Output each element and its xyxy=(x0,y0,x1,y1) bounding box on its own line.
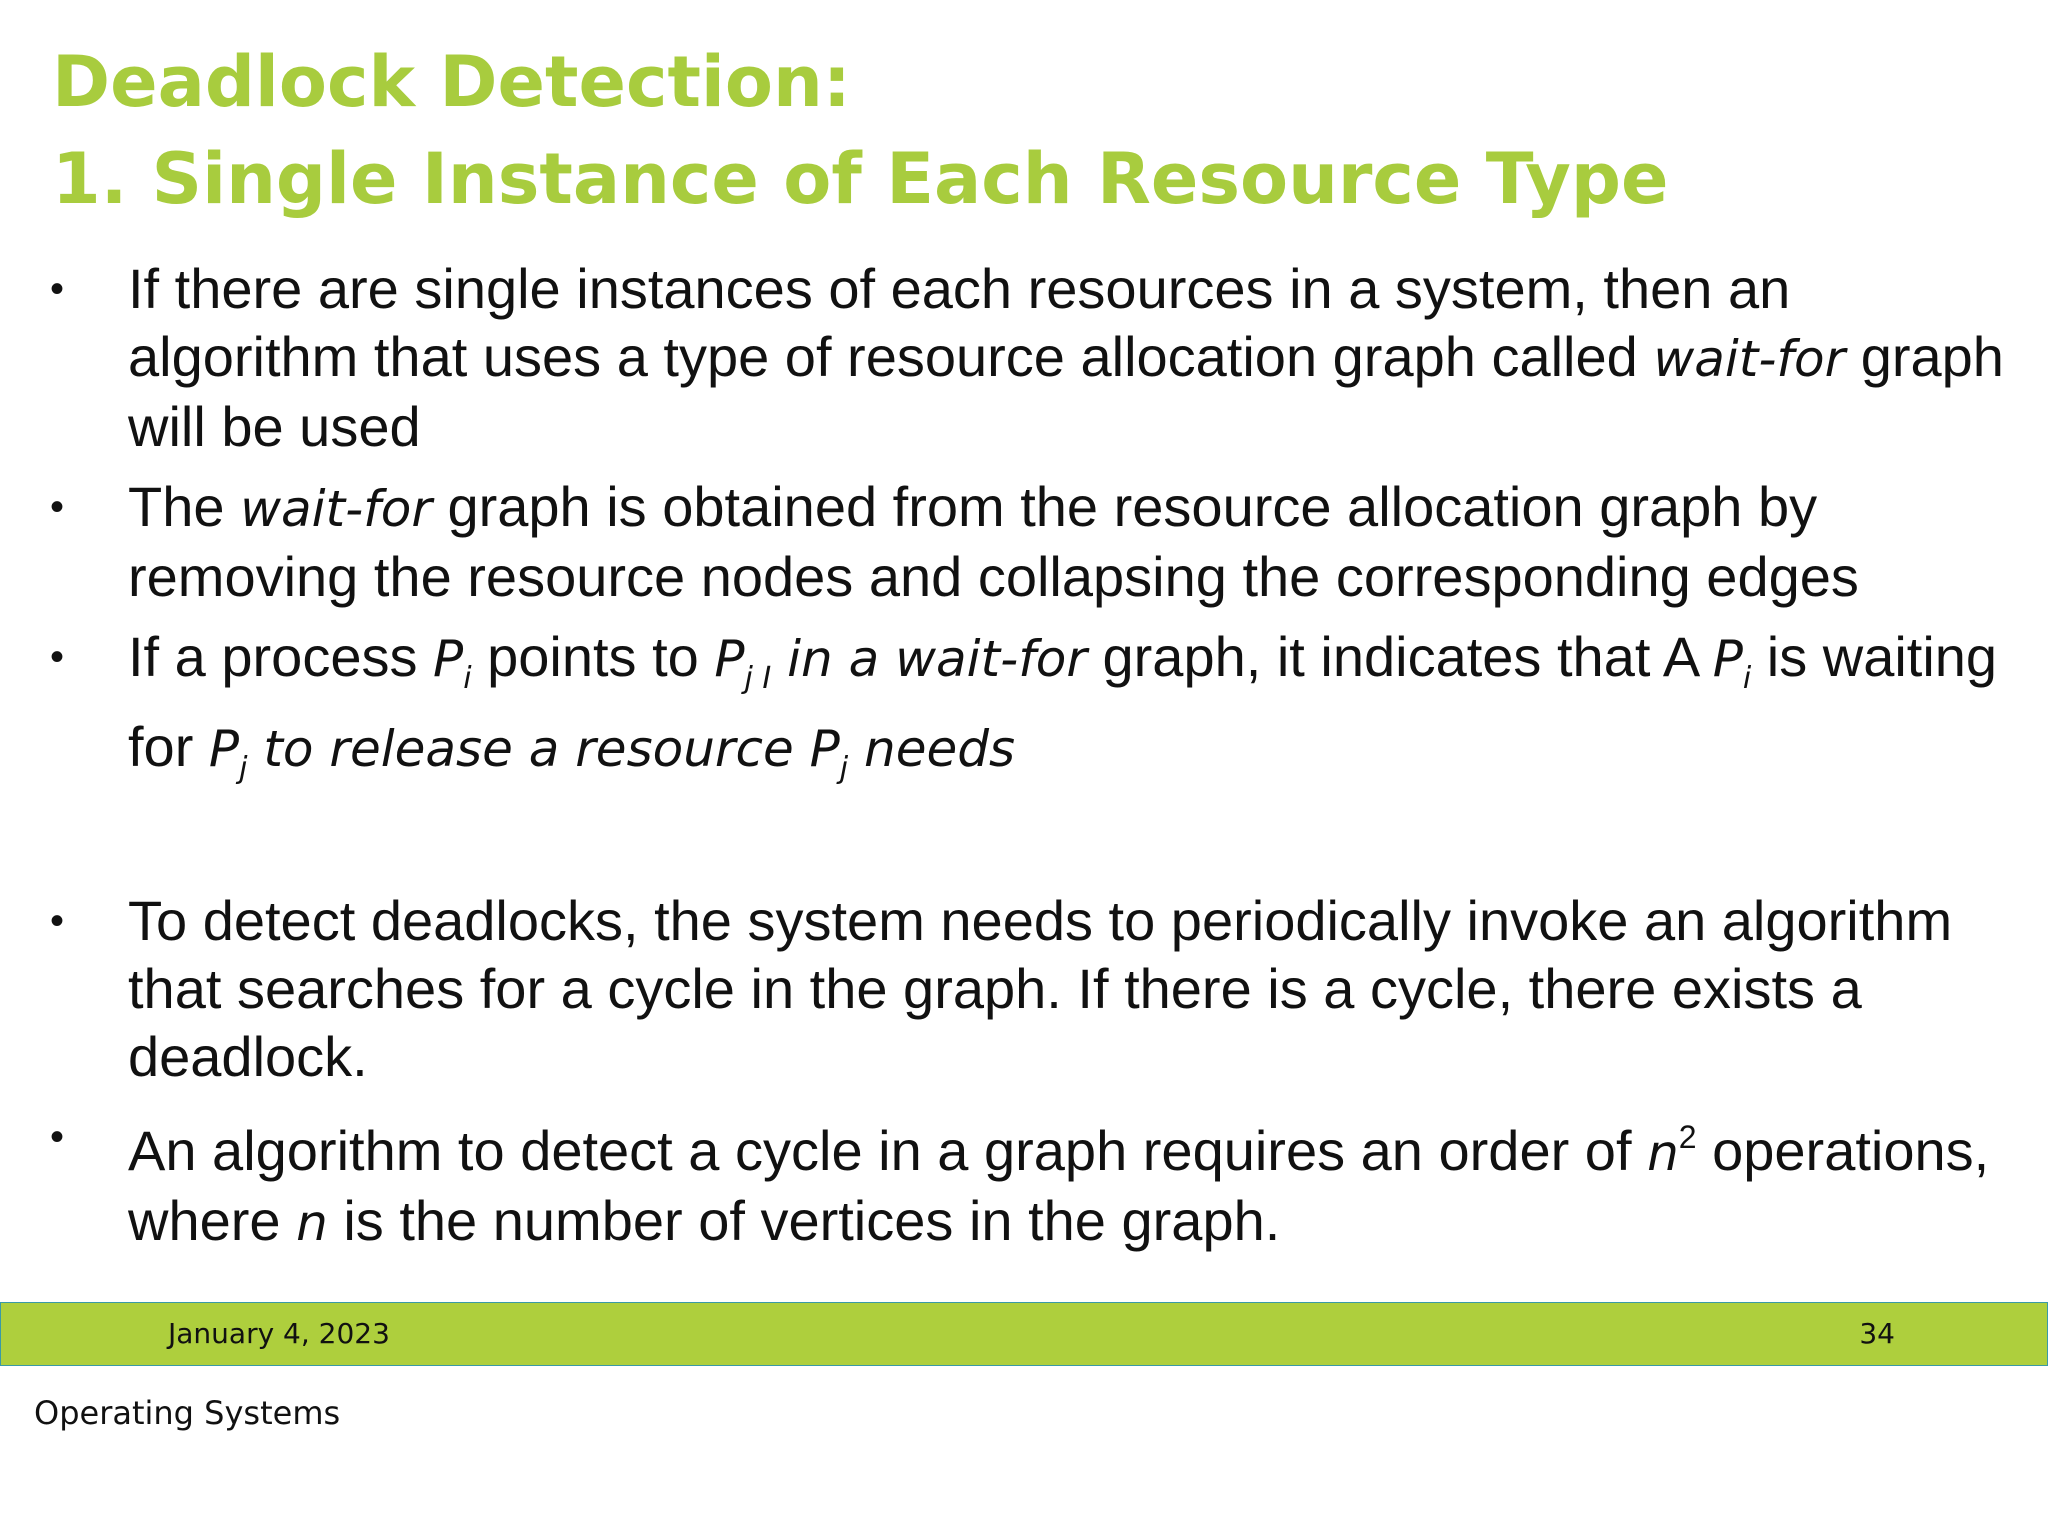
bullet-text: The xyxy=(128,475,241,538)
slide-title xyxy=(52,34,2012,228)
page-number: 34 xyxy=(1859,1317,1895,1350)
bullet-text: is the number of vertices in the graph. xyxy=(327,1189,1281,1252)
bullet-dot: • xyxy=(50,267,65,311)
bullet-text: To detect deadlocks, the system needs to periodically invoke an algorithm that searches for a cycle in the graph. If there is a cycle, there exists a deadlock. xyxy=(128,889,1953,1088)
process-symbol: P xyxy=(714,630,745,688)
variable-n: n xyxy=(1647,1124,1679,1182)
bullet-text: graph will be used xyxy=(128,325,2004,458)
subscript: i xyxy=(1742,661,1752,696)
bullet-detect-deadlocks xyxy=(0,887,2048,1091)
subscript: j xyxy=(839,751,849,786)
bullet-text: If there are single instances of each resources in a system, then an algorithm that uses a type of resource allocation graph called xyxy=(128,257,1791,388)
superscript: 2 xyxy=(1678,1119,1697,1155)
bullet-wait-for-construction xyxy=(0,473,2048,611)
subscript: j xyxy=(239,751,248,786)
italic-text: needs xyxy=(848,720,1016,778)
bullet-text: operations, where xyxy=(128,1119,1990,1252)
bullet-text: is waiting for xyxy=(128,625,1998,778)
wait-for-term: wait-for xyxy=(1653,330,1846,388)
bullet-text: graph, it indicates that A xyxy=(1086,625,1713,688)
process-symbol: P xyxy=(208,720,240,778)
bullet-text: An algorithm to detect a cycle in a graph requires an order of xyxy=(128,1119,1648,1182)
bullet-text: points to xyxy=(471,625,715,688)
bullet-dot: • xyxy=(50,635,65,679)
subscript: j I xyxy=(744,661,772,696)
italic-text: in a wait-for xyxy=(771,630,1087,688)
bullet-dot: • xyxy=(50,485,65,529)
course-name: Operating Systems xyxy=(34,1394,341,1432)
process-symbol: P xyxy=(433,630,464,688)
title-line-2: 1. Single Instance of Each Resource Type xyxy=(52,138,1669,220)
bullet-text: If a process xyxy=(128,625,434,688)
subscript: i xyxy=(463,661,472,696)
bullet-list xyxy=(0,255,2048,1269)
bullet-text: graph is obtained from the resource allocation graph by removing the resource nodes and collapsing the corresponding edges xyxy=(128,475,1859,608)
bullet-dot: • xyxy=(50,899,65,943)
bullet-process-edge xyxy=(0,623,2048,803)
bullet-dot: • xyxy=(50,1115,65,1159)
bullet-wait-for-intro xyxy=(0,255,2048,461)
wait-for-term: wait-for xyxy=(240,480,432,538)
footer-date: January 4, 2023 xyxy=(168,1317,390,1350)
bullet-cycle-complexity xyxy=(0,1103,2048,1257)
variable-n: n xyxy=(296,1194,328,1252)
italic-text: to release a resource P xyxy=(247,720,840,778)
title-line-1: Deadlock Detection: xyxy=(52,41,851,123)
footer-bar xyxy=(0,1302,2048,1366)
process-symbol: P xyxy=(1712,630,1743,688)
